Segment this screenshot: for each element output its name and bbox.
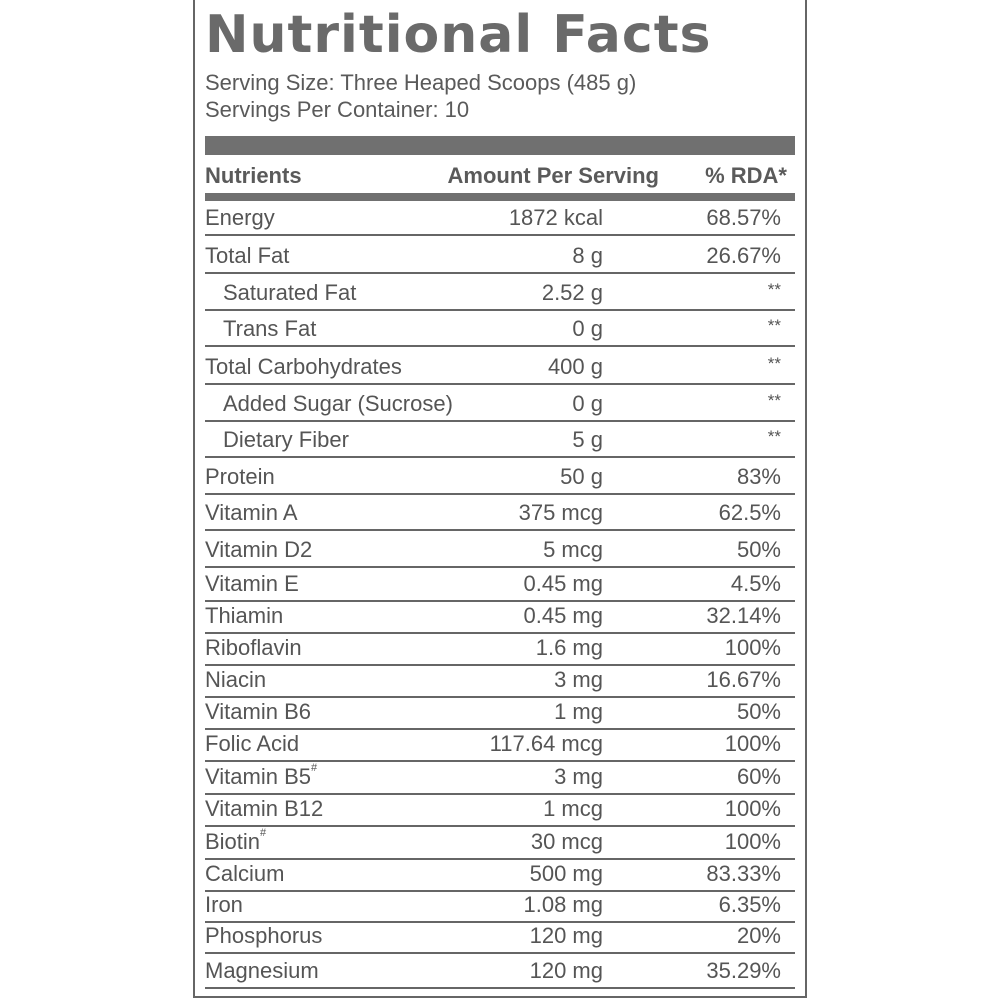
nutrient-table [205, 201, 795, 989]
nutrient-name-text: Vitamin E [205, 571, 299, 596]
nutrient-name-text: Phosphorus [205, 923, 323, 948]
nutrient-name-text: Added Sugar (Sucrose) [223, 391, 453, 416]
nutrient-name [205, 764, 317, 790]
nutrient-rda: 100% [724, 796, 781, 821]
servings-per-container: Servings Per Container: 10 [205, 97, 470, 122]
thick-divider [205, 136, 795, 155]
nutrient-amount: 0.45 mg [523, 603, 603, 628]
nutrient-rda: 100% [724, 829, 781, 854]
nutrient-name [205, 464, 275, 490]
nutrient-name-text: Folic Acid [205, 731, 300, 756]
table-row [205, 923, 795, 954]
serving-size: Serving Size: Three Heaped Scoops (485 g) [205, 70, 637, 95]
nutrient-name-text: Total Carbohydrates [205, 354, 402, 379]
footnote-mark: # [310, 762, 318, 774]
nutrient-rda: ** [767, 354, 781, 373]
nutrient-amount: 8 g [572, 243, 603, 268]
nutrient-name-text: Vitamin B6 [205, 699, 311, 724]
nutrient-name-text: Saturated Fat [223, 280, 357, 305]
nutrient-rda: ** [767, 280, 781, 299]
table-row [205, 602, 795, 634]
nutrient-name [205, 635, 302, 661]
nutrient-rda: 83% [736, 464, 781, 489]
nutrient-rda: 50% [736, 537, 781, 562]
table-row [205, 666, 795, 698]
nutrient-name-text: Calcium [205, 861, 285, 886]
nutrition-label [193, 0, 807, 998]
nutrient-name [205, 699, 311, 725]
table-row [205, 458, 795, 495]
nutrient-amount: 0 g [572, 391, 603, 416]
table-row [205, 698, 795, 730]
nutrient-amount: 1872 kcal [508, 205, 603, 230]
table-row [205, 762, 795, 795]
nutrient-name [205, 892, 243, 918]
table-row [205, 201, 795, 236]
nutrient-name-text: Trans Fat [223, 316, 317, 341]
nutrient-name-text: Vitamin B5 [205, 764, 311, 789]
nutrient-name [205, 500, 298, 526]
nutrient-rda: 83.33% [706, 861, 781, 886]
nutrient-rda: 68.57% [706, 205, 781, 230]
footnote-mark: # [260, 827, 267, 839]
nutrient-name [205, 603, 283, 629]
nutrient-rda: 6.35% [718, 892, 781, 917]
nutrient-amount: 0.45 mg [523, 571, 603, 596]
nutrient-name-text: Vitamin A [205, 500, 298, 525]
table-row [205, 311, 795, 347]
nutrient-name [205, 861, 284, 887]
nutrient-name [205, 829, 266, 855]
nutrient-name-text: Magnesium [205, 958, 319, 983]
nutrient-rda: 20% [736, 923, 781, 948]
nutrient-amount: 2.52 g [541, 280, 603, 305]
nutrient-amount: 50 g [560, 464, 603, 489]
nutrient-amount: 5 g [572, 427, 603, 452]
nutrient-name [205, 923, 322, 949]
table-row [205, 827, 795, 860]
table-row [205, 531, 795, 568]
label-title: Nutritional Facts [205, 5, 712, 65]
nutrient-rda: ** [767, 391, 781, 410]
table-row [205, 236, 795, 274]
nutrient-rda: 60% [736, 764, 781, 789]
nutrient-name [205, 354, 402, 380]
nutrient-amount: 1.6 mg [535, 635, 603, 660]
table-row [205, 954, 795, 989]
nutrient-amount: 1.08 mg [523, 892, 603, 917]
nutrient-name-text: Thiamin [205, 603, 284, 628]
nutrient-name-text: Niacin [205, 667, 267, 692]
nutrient-name-text: Energy [205, 205, 275, 230]
nutrient-rda: ** [767, 316, 781, 335]
header-divider [205, 193, 795, 201]
nutrient-rda: 62.5% [718, 500, 781, 525]
header-rda: % RDA* [705, 163, 787, 188]
nutrient-name-text: Vitamin D2 [205, 537, 313, 562]
nutrient-rda: 26.67% [706, 243, 781, 268]
nutrient-rda: 50% [736, 699, 781, 724]
table-row [205, 730, 795, 762]
table-row [205, 892, 795, 923]
nutrient-amount: 1 mg [554, 699, 603, 724]
nutrient-name [205, 958, 319, 984]
nutrient-name [205, 667, 266, 693]
nutrient-name-text: Iron [205, 892, 243, 917]
table-row [205, 274, 795, 311]
nutrient-name [223, 280, 356, 306]
nutrient-rda: 16.67% [706, 667, 781, 692]
table-row [205, 422, 795, 458]
nutrient-name [205, 731, 299, 757]
nutrient-amount: 3 mg [554, 667, 603, 692]
nutrient-amount: 0 g [572, 316, 603, 341]
nutrient-amount: 1 mcg [543, 796, 603, 821]
nutrient-name [223, 391, 453, 417]
nutrient-amount: 117.64 mcg [489, 731, 603, 756]
nutrient-name [205, 796, 323, 822]
nutrient-name-text: Dietary Fiber [223, 427, 349, 452]
nutrient-rda: 32.14% [706, 603, 781, 628]
table-header [205, 157, 795, 193]
table-row [205, 795, 795, 827]
nutrient-name-text: Total Fat [205, 243, 290, 268]
header-nutrients: Nutrients [205, 163, 302, 188]
nutrient-name-text: Protein [205, 464, 275, 489]
nutrient-amount: 375 mcg [518, 500, 603, 525]
table-row [205, 347, 795, 385]
nutrient-name [205, 537, 312, 563]
nutrient-rda: 100% [724, 731, 781, 756]
nutrient-name [205, 243, 289, 269]
nutrient-amount: 30 mcg [530, 829, 603, 854]
nutrient-name [205, 205, 275, 231]
nutrient-name-text: Riboflavin [205, 635, 302, 660]
nutrient-amount: 500 mg [529, 861, 603, 886]
table-row [205, 495, 795, 531]
nutrient-rda: 35.29% [706, 958, 781, 983]
nutrient-rda: 4.5% [730, 571, 781, 596]
nutrient-amount: 120 mg [529, 958, 603, 983]
table-row [205, 385, 795, 422]
nutrient-rda: 100% [724, 635, 781, 660]
nutrient-amount: 5 mcg [543, 537, 603, 562]
nutrient-name-text: Vitamin B12 [205, 796, 324, 821]
nutrient-rda: ** [767, 427, 781, 446]
nutrient-amount: 120 mg [529, 923, 603, 948]
nutrient-name [223, 427, 349, 453]
header-amount: Amount Per Serving [447, 163, 659, 188]
table-row [205, 568, 795, 602]
nutrient-name [223, 316, 316, 342]
table-row [205, 634, 795, 666]
nutrient-amount: 400 g [547, 354, 603, 379]
nutrient-name-text: Biotin [205, 829, 261, 854]
table-row [205, 860, 795, 892]
nutrient-name [205, 571, 299, 597]
nutrient-amount: 3 mg [554, 764, 603, 789]
